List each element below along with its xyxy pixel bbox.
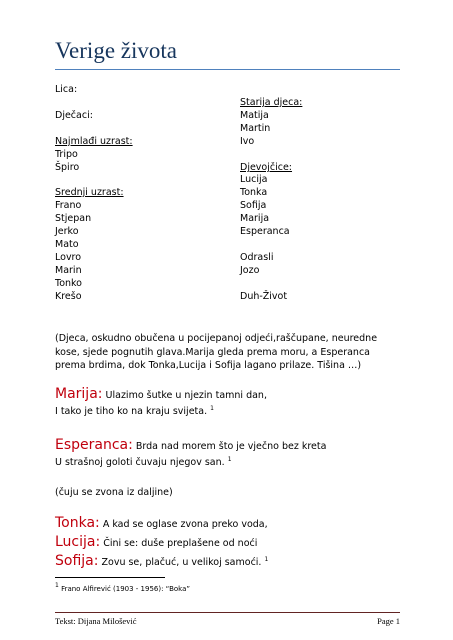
cast-name: Jerko [55,226,79,237]
dialogue-line [55,437,326,453]
verse-text: I tako je tiho ko na kraju svijeta. [55,406,208,417]
dialogue-line [55,386,267,402]
cast-name: Marija [240,213,270,224]
title-rule [55,69,400,70]
footnote [55,582,190,593]
speaker-name: Lucija: [55,534,101,550]
stage-direction: (Djeca, oskudno obučena u pocijepanoj odjeći,raščupane, neuredne kose, sjede pognutih glava.Marija gleda prema moru, a Esperanca prema brdima, dok Tonka,Lucija i Sofija lagano prilaze. Tišina …) [55,333,378,371]
speaker-name: Tonka: [55,515,100,531]
speaker-name: Marija: [55,386,103,402]
cast-name: Frano [55,200,82,211]
verse-text: Čini se: duše preplašene od noći [103,538,258,549]
adults-heading: Odrasli [240,252,274,263]
cast-name: Sofija [240,200,267,211]
verse-text: Brda nad morem što je vječno bez kreta [135,441,327,452]
girls-heading: Djevojčice: [240,162,293,173]
dialogue-line [55,405,214,417]
cast-name: Špiro [55,162,80,173]
footnote-ref: 1 [210,405,214,412]
verse-text: A kad se oglase zvona preko voda, [102,519,268,530]
footnote-text: Frano Alfirević (1903 - 1956): “Boka” [61,585,191,593]
cast-name: Matija [240,110,269,121]
cast-name: Lovro [55,252,82,263]
older-heading: Starija djeca: [240,97,303,108]
cast-name: Stjepan [55,213,92,224]
dialogue-line [55,515,268,531]
cast-name: Mato [55,239,79,250]
cast-name: Martin [240,123,271,134]
cast-name: Tonko [55,278,82,289]
footnote-number: 1 [55,582,59,589]
document-title: Verige života [55,38,177,63]
cast-name: Lucija [240,174,268,185]
dialogue-line [55,456,232,468]
page-number: Page 1 [377,616,400,626]
cast-name: Duh-Život [240,291,288,302]
cast-name: Krešo [55,291,82,302]
footnote-ref: 1 [227,456,232,463]
cast-name: Ivo [240,136,255,147]
youngest-heading: Najmlađi uzrast: [55,136,133,147]
boys-label: Dječaci: [55,110,93,121]
dialogue-line [55,553,268,569]
dialogue-line [55,534,257,550]
cast-name: Jozo [240,265,260,276]
cast-name: Esperanca [240,226,290,237]
verse-text: Ulazimo šutke u njezin tamni dan, [105,390,267,401]
footer-rule [55,612,400,613]
middle-heading: Srednji uzrast: [55,187,124,198]
footer-author: Tekst: Dijana Milošević [55,616,137,626]
cast-name: Tonka [240,187,268,198]
cast-name: Marin [55,265,82,276]
footnote-ref: 1 [264,556,269,563]
speaker-name: Esperanca: [55,437,133,453]
stage-direction: (čuju se zvona iz daljine) [55,487,173,498]
verse-text: U strašnoj goloti čuvaju njegov san. [55,457,225,468]
cast-name: Tripo [55,149,78,160]
footnote-rule [55,577,165,578]
speaker-name: Sofija: [55,553,99,569]
verse-text: Zovu se, plačuć, u velikoj samoći. [101,557,262,568]
cast-label: Lica: [55,84,78,95]
